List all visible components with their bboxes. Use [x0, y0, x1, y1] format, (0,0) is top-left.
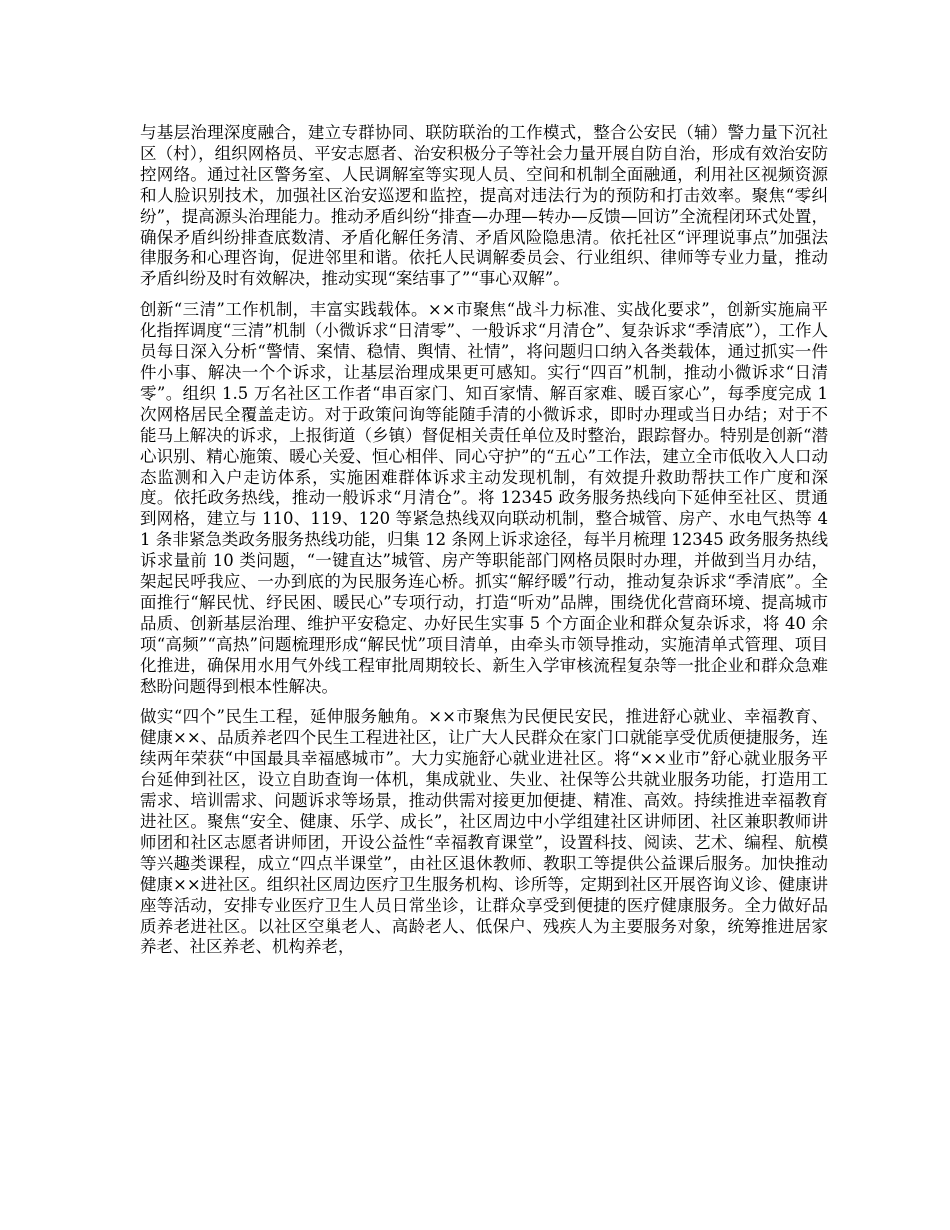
- paragraph-four-livelihood-projects: 做实“四个”民生工程，延伸服务触角。××市聚焦为民便民安民，推进舒心就业、幸福教育、健康××、品质养老四个民生工程进社区，让广大人民群众在家门口就能享受优质便捷服务，连续两年荣获“中国最具幸福感城市”。大力实施舒心就业进社区。将“××业市”舒心就业服务平台延伸到社区，设立自助查询一体机，集成就业、失业、社保等公共就业服务功能，打造用工需求、培训需求、问题诉求等场景，推动供需对接更加便捷、精准、高效。持续推进幸福教育进社区。聚焦“安全、健康、乐学、成长”，社区周边中小学组建社区讲师团、社区兼职教师讲师团和社区志愿者讲师团，开设公益性“幸福教育课堂”，设置科技、阅读、艺术、编程、航模等兴趣类课程，成立“四点半课堂”，由社区退休教师、教职工等提供公益课后服务。加快推动健康××进社区。组织社区周边医疗卫生服务机构、诊所等，定期到社区开展咨询义诊、健康讲座等活动，安排专业医疗卫生人员日常坐诊，让群众享受到便捷的医疗健康服务。全力做好品质养老进社区。以社区空巢老人、高龄老人、低保户、残疾人为主要服务对象，统筹推进居家养老、社区养老、机构养老，: [140, 707, 828, 957]
- paragraph-three-clear-mechanism: 创新“三清”工作机制，丰富实践载体。××市聚焦“战斗力标准、实战化要求”，创新实施扁平化指挥调度“三清”机制（小微诉求“日清零”、一般诉求“月清仓”、复杂诉求“季清底”），工作人员每日深入分析“警情、案情、稳情、舆情、社情”，将问题归口纳入各类载体，通过抓实一件件小事、解决一个个诉求，让基层治理成果更可感知。实行“四百”机制，推动小微诉求“日清零”。组织 1.5 万名社区工作者“串百家门、知百家情、解百家难、暖百家心”，每季度完成 1 次网格居民全覆盖走访。对于政策问询等能随手清的小微诉求，即时办理或当日办结；对于不能马上解决的诉求，上报街道（乡镇）督促相关责任单位及时整治，跟踪督办。特别是创新“潜心识别、精心施策、暖心关爱、恒心相伴、同心守护”的“五心”工作法，建立全市低收入人口动态监测和入户走访体系，实施困难群体诉求主动发现机制，有效提升救助帮扶工作广度和深度。依托政务热线，推动一般诉求“月清仓”。将 12345 政务服务热线向下延伸至社区、贯通到网格，建立与 110、119、120 等紧急热线双向联动机制，整合城管、房产、水电气热等 41 条非紧急类政务服务热线功能，归集 12 条网上诉求途径，每半月梳理 12345 政务服务热线诉求量前 10 类问题，“一键直达”城管、房产等职能部门网格员限时办理，并做到当月办结，架起民呼我应、一办到底的为民服务连心桥。抓实“解纾暖”行动，推动复杂诉求“季清底”。全面推行“解民忧、纾民困、暖民心”专项行动，打造“听劝”品牌，围绕优化营商环境、提高城市品质、创新基层治理、维护平安稳定、办好民生实事 5 个方面企业和群众复杂诉求，将 40 余项“高频”“高热”问题梳理形成“解民忧”项目清单，由牵头市领导推动，实施清单式管理、项目化推进，确保用水用气外线工程审批周期较长、新生入学审核流程复杂等一批企业和群众急难愁盼问题得到根本性解决。: [140, 300, 828, 696]
- document-body: [140, 123, 828, 968]
- paragraph-community-safety: 与基层治理深度融合，建立专群协同、联防联治的工作模式，整合公安民（辅）警力量下沉社区（村），组织网格员、平安志愿者、治安积极分子等社会力量开展自防自治，形成有效治安防控网络。通过社区警务室、人民调解室等实现人员、空间和机制全面融通，利用社区视频资源和人脸识别技术，加强社区治安巡逻和监控，提高对违法行为的预防和打击效率。聚焦“零纠纷”，提高源头治理能力。推动矛盾纠纷“排查—办理—转办—反馈—回访”全流程闭环式处置，确保矛盾纠纷排查底数清、矛盾化解任务清、矛盾风险隐患清。依托社区“评理说事点”加强法律服务和心理咨询，促进邻里和谐。依托人民调解委员会、行业组织、律师等专业力量，推动矛盾纠纷及时有效解决，推动实现“案结事了”“事心双解”。: [140, 123, 828, 289]
